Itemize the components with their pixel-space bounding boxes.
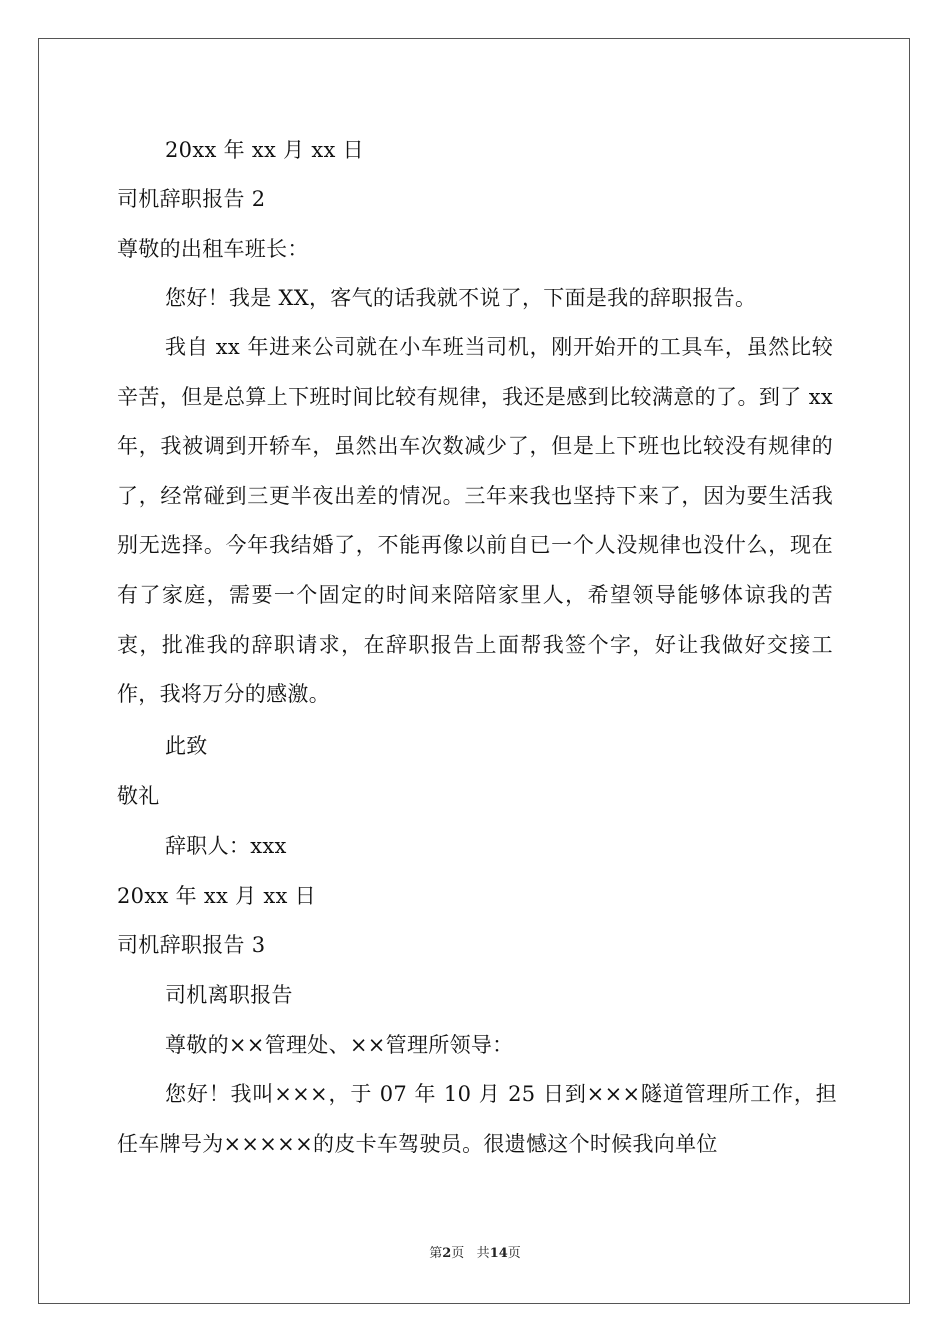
salutation-report-3: 尊敬的××管理处、××管理所领导： xyxy=(165,1033,514,1057)
subtitle-report-3: 司机离职报告 xyxy=(165,983,293,1007)
signer-line: 辞职人：xxx xyxy=(165,834,287,858)
body-paragraph-report-2: 我自 xx 年进来公司就在小车班当司机，刚开始开的工具车，虽然比较辛苦，但是总算上下班时间比较有规律，我还是感到比较满意的了。到了 xx 年，我被调到开轿车，虽然出车次数减少了，但是上下班也比较没有规律的了，经常碰到三更半夜出差的情况。三年来我也坚持下来了，因为要生活我别无选择。今年我结婚了，不能再像以前自已一个人没规律也没什么，现在有了家庭，需要一个固定的时间来陪陪家里人，希望领导能够体谅我的苦衷，批准我的辞职请求，在辞职报告上面帮我签个字，好让我做好交接工作，我将万分的感激。 xyxy=(117,335,833,707)
closing-ci-zhi: 此致 xyxy=(165,734,208,758)
footer-page-unit: 页 xyxy=(451,1246,465,1261)
heading-report-3: 司机辞职报告 3 xyxy=(117,933,266,957)
footer-page-number: 2 xyxy=(442,1246,452,1261)
closing-jing-li: 敬礼 xyxy=(117,784,160,808)
greeting-report-2: 您好！我是 XX，客气的话我就不说了，下面是我的辞职报告。 xyxy=(165,286,757,310)
date-bottom: 20xx 年 xx 月 xx 日 xyxy=(117,884,316,908)
footer-total-pages: 14 xyxy=(489,1246,508,1261)
footer-page-prefix: 第 xyxy=(429,1246,443,1261)
footer-total-prefix: 共 xyxy=(476,1246,490,1261)
date-top: 20xx 年 xx 月 xx 日 xyxy=(165,138,364,162)
footer-total-unit: 页 xyxy=(507,1246,521,1261)
heading-report-2: 司机辞职报告 2 xyxy=(117,187,266,211)
body-paragraph-report-3: 您好！我叫×××，于 07 年 10 月 25 日到×××隧道管理所工作，担任车牌号为×××××的皮卡车驾驶员。很遗憾这个时候我向单位 xyxy=(117,1082,837,1156)
page-footer xyxy=(0,1244,950,1264)
salutation-report-2: 尊敬的出租车班长： xyxy=(117,237,309,261)
